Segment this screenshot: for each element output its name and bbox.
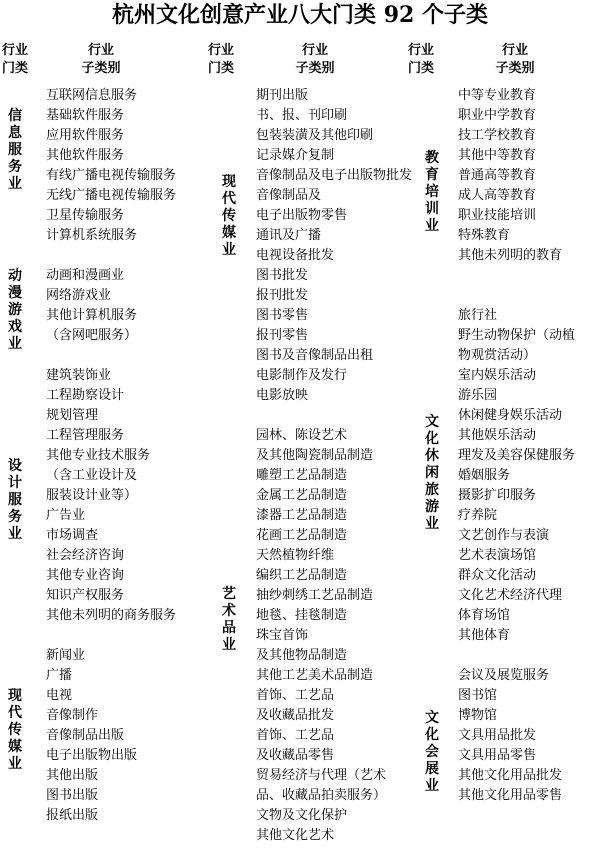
list-item: 电视设备批发 [256, 248, 335, 263]
list-item: 休闲健身娱乐活动 [458, 408, 563, 423]
list-item: 有线广播电视传输服务 [46, 168, 177, 183]
list-item: 电影放映 [256, 388, 309, 403]
list-item: 其他软件服务 [46, 148, 125, 163]
category-label: 教育培训业 [425, 150, 439, 234]
list-item: 基础软件服务 [46, 108, 125, 123]
list-item: 其他文化艺术 [256, 828, 335, 843]
list-item: 书、报、刊印刷 [256, 108, 348, 123]
list-item: 社会经济咨询 [46, 548, 125, 563]
list-item: 园林、陈设艺术 [256, 428, 348, 443]
list-item: 广告业 [46, 508, 86, 523]
list-item: 首饰、工艺品 [256, 688, 335, 703]
list-item: 其他未列明的商务服务 [46, 608, 177, 623]
list-item: 音像制作 [46, 708, 99, 723]
list-item: 其他未列明的教育 [458, 248, 563, 263]
list-spacer [458, 266, 575, 286]
list-item: 文艺创作与表演 [458, 528, 550, 543]
category-label: 现代传媒业 [222, 174, 236, 258]
list-item: 首饰、工艺品 [256, 728, 335, 743]
list-item: 电影制作及发行 [256, 368, 348, 383]
category-label: 文化会展业 [425, 710, 439, 794]
category-label: 艺术品业 [222, 586, 236, 653]
list-item: 其他娱乐活动 [458, 428, 537, 443]
list-item: 理发及美容保健服务 [458, 448, 576, 463]
list-item: 编织工艺品制造 [256, 568, 348, 583]
category-header: 行业 门类 [1, 43, 28, 76]
list-item: 互联网信息服务 [46, 88, 138, 103]
list-item: 其他出版 [46, 768, 99, 783]
list-item: （含网吧服务） [46, 328, 138, 343]
list-item: 图书零售 [256, 308, 309, 323]
list-item: 其他体育 [458, 628, 511, 643]
list-item: 工程管理服务 [46, 428, 125, 443]
list-item: 群众文化活动 [458, 568, 537, 583]
list-item: 珠宝首饰 [256, 628, 309, 643]
list-item: 其他计算机服务 [46, 308, 138, 323]
list-spacer [46, 246, 176, 266]
list-item: 音像制品及电子出版物批发 [256, 168, 413, 183]
list-item: 及其他物品制造 [256, 648, 348, 663]
list-item: 游乐园 [458, 388, 498, 403]
list-item: 其他文化用品批发 [458, 768, 563, 783]
list-spacer [256, 406, 412, 426]
list-item: 野生动物保护（动植 [458, 328, 576, 343]
list-item: 动画和漫画业 [46, 268, 125, 283]
list-item: （含工业设计及 [46, 468, 138, 483]
list-item: 及其他陶瓷制品制造 [256, 448, 374, 463]
list-item: 漆器工艺品制造 [256, 508, 348, 523]
list-item: 报纸出版 [46, 808, 99, 823]
list-item: 计算机系统服务 [46, 228, 138, 243]
list-item: 技工学校教育 [458, 128, 537, 143]
list-item: 天然植物纤维 [256, 548, 335, 563]
list-item: 包装装潢及其他印刷 [256, 128, 374, 143]
category-label: 现代传媒业 [8, 688, 22, 772]
list-item: 期刊出版 [256, 88, 309, 103]
list-spacer [458, 646, 575, 666]
list-item: 市场调查 [46, 528, 99, 543]
category-label: 信息服务业 [8, 108, 22, 192]
list-item: 通讯及广播 [256, 228, 322, 243]
list-item: 职业技能培训 [458, 208, 537, 223]
list-item: 及收藏品零售 [256, 748, 335, 763]
list-item: 成人高等教育 [458, 188, 537, 203]
list-item: 记录媒介复制 [256, 148, 335, 163]
list-item: 其他中等教育 [458, 148, 537, 163]
list-item: 博物馆 [458, 708, 498, 723]
subcategory-header: 行业 子类别 [495, 43, 535, 76]
list-item: 服装设计业等） [46, 488, 138, 503]
subcategory-list [458, 86, 575, 806]
list-item: 报刊批发 [256, 288, 309, 303]
subcategory-list [256, 86, 412, 846]
list-item: 抽纱刺绣工艺品制造 [256, 588, 374, 603]
list-spacer [46, 346, 176, 366]
category-label: 设计服务业 [8, 458, 22, 542]
list-item: 艺术表演场馆 [458, 548, 537, 563]
list-item: 广播 [46, 668, 73, 683]
list-item: 及收藏品批发 [256, 708, 335, 723]
list-item: 职业中学教育 [458, 108, 537, 123]
list-item: 报刊零售 [256, 328, 309, 343]
list-item: 特殊教育 [458, 228, 511, 243]
list-item: 应用软件服务 [46, 128, 125, 143]
list-item: 网络游戏业 [46, 288, 112, 303]
list-item: 旅行社 [458, 308, 498, 323]
list-item: 知识产权服务 [46, 588, 125, 603]
list-item: 图书及音像制品出租 [256, 348, 374, 363]
list-item: 音像制品及 [256, 188, 322, 203]
list-item: 图书批发 [256, 268, 309, 283]
category-label: 动漫游戏业 [8, 268, 22, 352]
list-item: 品、收藏品拍卖服务） [256, 788, 387, 803]
list-item: 室内娱乐活动 [458, 368, 537, 383]
list-item: 地毯、挂毯制造 [256, 608, 348, 623]
subcategory-header: 行业 子类别 [81, 43, 121, 76]
list-item: 婚姻服务 [458, 468, 511, 483]
list-item: 摄影扩印服务 [458, 488, 537, 503]
list-item: 体育场馆 [458, 608, 511, 623]
list-item: 金属工艺品制造 [256, 488, 348, 503]
list-item: 会议及展览服务 [458, 668, 550, 683]
list-item: 电子出版物零售 [256, 208, 348, 223]
list-spacer [458, 286, 575, 306]
list-item: 图书出版 [46, 788, 99, 803]
list-item: 规划管理 [46, 408, 99, 423]
list-item: 其他工艺美术品制造 [256, 668, 374, 683]
page-title: 杭州文化创意产业八大门类 92 个子类 [112, 2, 488, 28]
subcategory-header: 行业 子类别 [295, 43, 335, 76]
list-item: 卫星传输服务 [46, 208, 125, 223]
list-item: 文具用品批发 [458, 728, 537, 743]
subcategory-list [46, 86, 176, 826]
list-item: 建筑装饰业 [46, 368, 112, 383]
list-spacer [46, 626, 176, 646]
list-item: 电子出版物出版 [46, 748, 138, 763]
category-label: 文化休闲旅游业 [425, 414, 439, 532]
list-item: 物观赏活动） [458, 348, 537, 363]
list-item: 新闻业 [46, 648, 86, 663]
list-item: 文具用品零售 [458, 748, 537, 763]
list-item: 中等专业教育 [458, 88, 537, 103]
list-item: 普通高等教育 [458, 168, 537, 183]
list-item: 疗养院 [458, 508, 498, 523]
list-item: 文物及文化保护 [256, 808, 348, 823]
list-item: 雕塑工艺品制造 [256, 468, 348, 483]
category-header: 行业 门类 [207, 43, 234, 76]
list-item: 音像制品出版 [46, 728, 125, 743]
list-item: 图书馆 [458, 688, 498, 703]
list-item: 文化艺术经济代理 [458, 588, 563, 603]
category-header: 行业 门类 [407, 43, 434, 76]
list-item: 花画工艺品制造 [256, 528, 348, 543]
list-item: 无线广播电视传输服务 [46, 188, 177, 203]
list-item: 其他专业技术服务 [46, 448, 151, 463]
list-item: 工程勘察设计 [46, 388, 125, 403]
list-item: 电视 [46, 688, 73, 703]
list-item: 其他专业咨询 [46, 568, 125, 583]
list-item: 贸易经济与代理（艺术 [256, 768, 387, 783]
list-item: 其他文化用品零售 [458, 788, 563, 803]
